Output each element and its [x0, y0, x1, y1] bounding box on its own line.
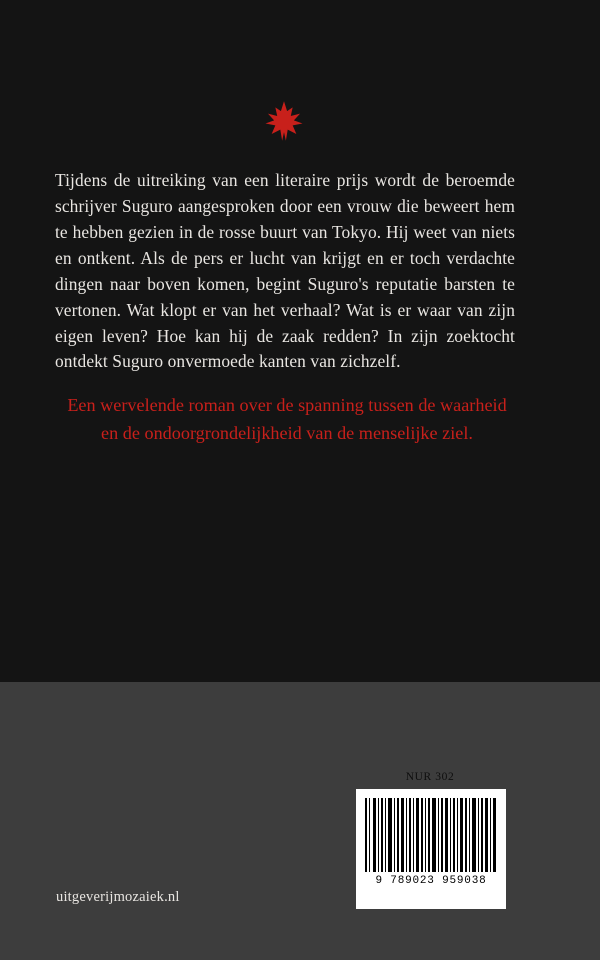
- publisher-url: uitgeverijmozaiek.nl: [56, 889, 180, 905]
- back-cover-tagline: Een wervelende roman over de spanning tussen de waarheid en de ondoorgrondelijkheid van de menselijke ziel.: [67, 395, 507, 443]
- maple-leaf-icon: [264, 100, 304, 142]
- barcode: [356, 789, 506, 909]
- cover-bottom-panel: [0, 682, 600, 960]
- barcode-bars: [365, 798, 497, 872]
- back-cover-blurb: Tijdens de uitreiking van een literaire prijs wordt de beroemde schrijver Suguro aangesproken door een vrouw die beweert hem te hebben gezien in de rosse buurt van Tokyo. Hij weet van niets en ontkent. Als de pers er lucht van krijgt en er toch verdachte dingen naar boven komen, begint Suguro's reputatie barsten te vertonen. Wat klopt er van het verhaal? Wat is er waar van zijn eigen leven? Hoe kan hij de zaak redden? In zijn zoektocht ontdekt Suguro onvermoede kanten van zichzelf.: [55, 170, 515, 372]
- nur-code: NUR 302: [405, 771, 455, 783]
- barcode-digits: 9 789023 959038: [375, 875, 487, 887]
